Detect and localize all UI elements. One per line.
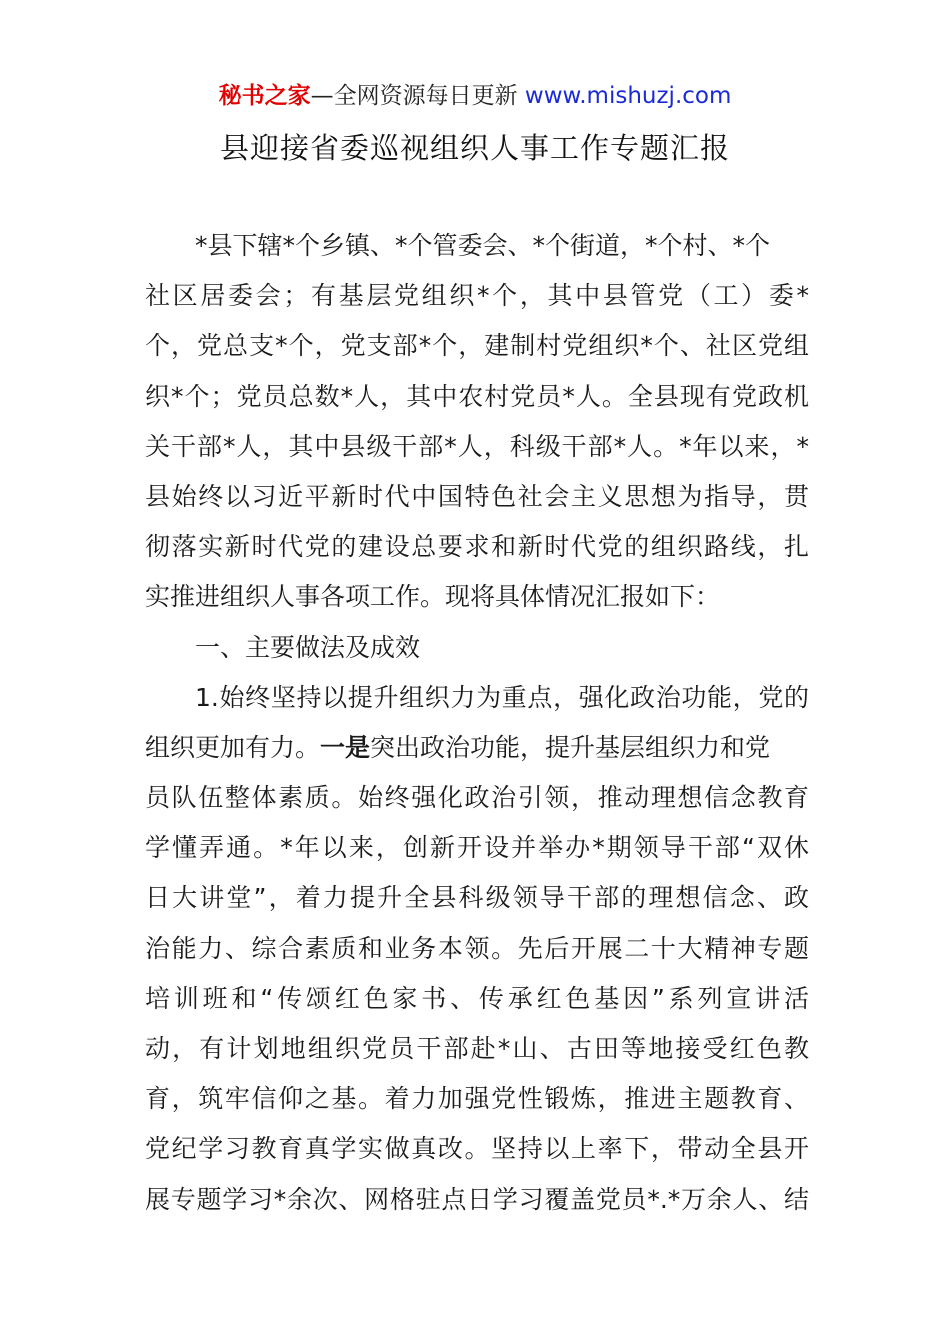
text-run: 组织更加有力。 (145, 732, 321, 762)
paragraph-line: 展专题学习*余次、网格驻点日学习覆盖党员*.*万余人、结 (145, 1184, 809, 1214)
header-tagline: —全网资源每日更新 (310, 83, 518, 109)
paragraph-line: 党纪学习教育真学实做真改。坚持以上率下，带动全县开 (145, 1134, 809, 1164)
paragraph-line: 员队伍整体素质。始终强化政治引领，推动理想信念教育 (145, 783, 809, 813)
document-body (145, 221, 809, 1225)
text-run: 突出政治功能，提升基层组织力和党 (370, 732, 771, 762)
paragraph-line: 育，筑牢信仰之基。着力加强党性锻炼，推进主题教育、 (145, 1084, 809, 1114)
emphasis-text: 一是 (320, 732, 371, 762)
paragraph-line: 实推进组织人事各项工作。现将具体情况汇报如下： (145, 582, 721, 612)
paragraph-line: 县始终以习近平新时代中国特色社会主义思想为指导，贯 (145, 481, 809, 511)
paragraph-line: 治能力、综合素质和业务本领。先后开展二十大精神专题 (145, 933, 809, 963)
document-title: 县迎接省委巡视组织人事工作专题汇报 (219, 131, 730, 165)
paragraph-line-mixed (145, 723, 809, 773)
paragraph-line: 彻落实新时代党的建设总要求和新时代党的组织路线，扎 (145, 532, 809, 562)
paragraph-line: 学懂弄通。*年以来，创新开设并举办*期领导干部“双休 (145, 833, 809, 863)
paragraph-line: *县下辖*个乡镇、*个管委会、*个街道，*个村、*个 (195, 231, 771, 260)
paragraph-line: 培训班和“传颂红色家书、传承红色基因”系列宣讲活 (145, 983, 809, 1013)
section-heading: 一、主要做法及成效 (195, 632, 421, 662)
paragraph-line: 日大讲堂”，着力提升全县科级领导干部的理想信念、政 (145, 883, 809, 913)
site-url-link[interactable]: www.mishuzj.com (524, 83, 732, 109)
paragraph-line: 关干部*人，其中县级干部*人，科级干部*人。*年以来，* (145, 431, 809, 461)
brand-name: 秘书之家 (218, 83, 311, 109)
paragraph-line: 动，有计划地组织党员干部赴*山、古田等地接受红色教 (145, 1034, 809, 1063)
paragraph-line: 1.始终坚持以提升组织力为重点，强化政治功能，党的 (195, 682, 809, 712)
paragraph-line: 社区居委会；有基层党组织*个，其中县管党（工）委* (145, 281, 809, 311)
paragraph-line: 个，党总支*个，党支部*个，建制村党组织*个、社区党组 (145, 331, 809, 361)
paragraph-line: 织*个；党员总数*人，其中农村党员*人。全县现有党政机 (145, 381, 809, 411)
site-header (0, 80, 950, 112)
